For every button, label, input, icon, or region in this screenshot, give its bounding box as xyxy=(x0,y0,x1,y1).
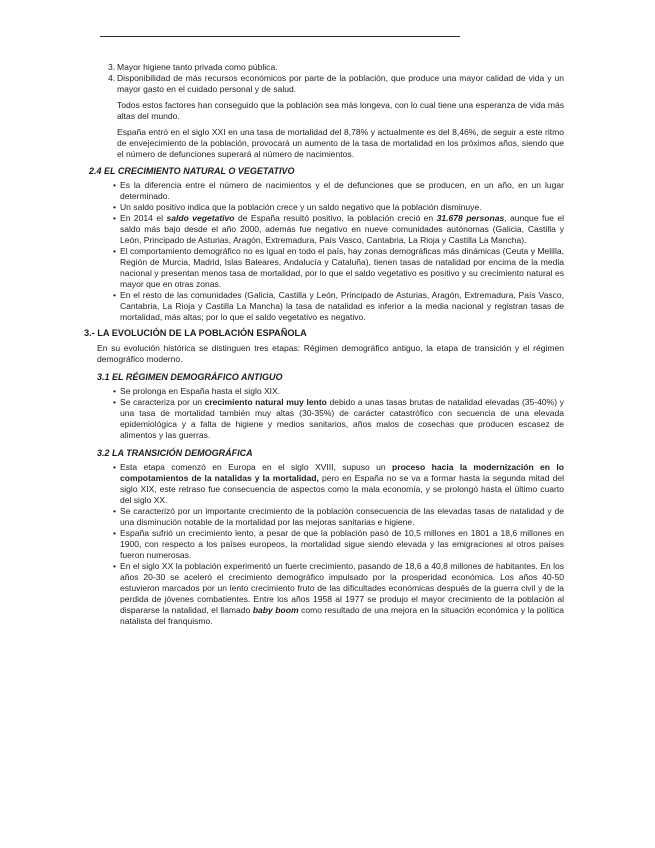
bullet-list-3-1 xyxy=(84,386,564,441)
text-run: debido a unas tasas brutas de natalidad elevadas (35-40%) y una tasa de mortalidad también muy altas (30-35%) de carácter catastrófico con secuencia de una elevada epidemiológica y a falta de higiene y medios sanitarios, años malos de cosechas que producen escasez de alimentos y las guerras. xyxy=(120,397,564,440)
bold-term: baby boom xyxy=(252,605,299,615)
paragraph-evolution: En su evolución histórica se distinguen tres etapas: Régimen demográfico antiguo, la etapa de transición y el régimen demográfico moderno. xyxy=(97,343,564,364)
list-item: • Es la diferencia entre el número de nacimientos y el de defunciones que se producen, en un año, en un lugar determinado. xyxy=(120,180,564,202)
document-body xyxy=(84,62,564,627)
paragraph-mortality: España entró en el siglo XXI en una tasa de mortalidad del 8,78% y actualmente es del 8,46%, de seguir a este ritmo de envejecimiento de la población, provocará un aumento de la tasa de mortalidad en los próximos años, siendo que el número de defunciones superará al número de nacimientos. xyxy=(117,127,564,159)
list-item xyxy=(120,213,564,246)
item-text: Mayor higiene tanto privada como pública. xyxy=(117,62,278,72)
text-run: En el siglo XX la población experimentó un fuerte crecimiento, pasando de 18,6 a 40,8 millones de habitantes. En los años 20-30 se aceleró el crecimiento demográfico impulsado por la prosperidad económica. Los años 40-50 estuvieron marcados por un lento crecimiento fruto de las dificultades económicas después de la guerra civil y de la perdida de jóvenes combatientes. Entre los años 1958 al 1977 se produjo el mayor crecimiento de la población al dispararse la natalidad, el llamado xyxy=(120,561,564,615)
section-heading-3-1: 3.1 EL RÉGIMEN DEMOGRÁFICO ANTIGUO xyxy=(97,372,283,382)
list-item: • Se caracterizó por un importante crecimiento de la población consecuencia de las elevadas tasas de natalidad y de una disminución notable de la mortalidad por las mejoras sanitarias e higiene. xyxy=(120,506,564,528)
text-run: , aunque fue el saldo más bajo desde el año 2000, además fue negativo en nueve comunidades autónomas (Galicia, Castilla y León, Principado de Asturias, Aragón, Extremadura, País Vasco, Cantabria, La Rioja y Castilla La Mancha). xyxy=(120,213,564,245)
item-text: Disponibilidad de más recursos económicos por parte de la población, que produce una mayor calidad de vida y un mayor gasto en el cuidado personal y de salud. xyxy=(117,73,564,94)
bold-term: crecimiento natural muy lento xyxy=(204,397,327,407)
text-run: Se caracteriza por un xyxy=(120,397,205,407)
list-item xyxy=(120,561,564,627)
section-heading-3-2: 3.2 LA TRANSICIÓN DEMOGRÁFICA xyxy=(97,448,253,458)
list-item xyxy=(120,397,564,441)
bullet-list-2-4 xyxy=(84,180,564,323)
text-run: de España resultó positivo, la población creció en xyxy=(234,213,437,223)
numbered-list xyxy=(84,62,564,95)
list-item: • En el resto de las comunidades (Galicia, Castilla y León, Principado de Asturias, Aragón, Extremadura, País Vasco, Cantabria, La Rioja y Castilla La Mancha) la tasa de natalidad es inferior a la media nacional y registran tasas de mortalidad, más altas; por lo que el saldo vegetativo es negativo. xyxy=(120,290,564,323)
bold-term: saldo vegetativo xyxy=(166,213,235,223)
text-run: como resultado de una mejora en la situación económica y la política natalista del franquismo. xyxy=(120,605,564,626)
list-item xyxy=(108,73,564,95)
section-heading-2-4: 2.4 EL CRECIMIENTO NATURAL O VEGETATIVO xyxy=(89,166,295,176)
text-run: pero en España no se va a formar hasta la segunda mitad del siglo XIX, este retraso fue consecuencia de aspectos como la mala economía, y se prolongó hasta el último cuarto del siglo XX. xyxy=(120,473,564,505)
bold-term: 31.678 personas xyxy=(436,213,505,223)
section-heading-3: 3.- LA EVOLUCIÓN DE LA POBLACIÓN ESPAÑOLA xyxy=(84,328,307,338)
list-item: • Un saldo positivo indica que la población crece y un saldo negativo que la población disminuye. xyxy=(120,202,564,213)
paragraph-factors: Todos estos factores han conseguido que la población sea más longeva, con lo cual tiene una esperanza de vida más altas del mundo. xyxy=(117,100,564,121)
bold-term: proceso hacia la modernización en lo compotamientos de la natalidas y la mortalidad, xyxy=(120,462,564,483)
list-item: • España sufrió un crecimiento lento, a pesar de que la población pasó de 10,5 millones en 1801 a 18,6 millones en 1900, con respecto a los países europeos, la mortalidad sigue siendo elevada y las emigraciones al otros países fueron numerosas. xyxy=(120,528,564,561)
item-number: 4. xyxy=(108,73,116,83)
item-number: 3. xyxy=(108,62,116,72)
list-item xyxy=(120,462,564,506)
text-run: En 2014 el xyxy=(120,213,167,223)
list-item xyxy=(108,62,564,73)
bullet-list-3-2 xyxy=(84,462,564,627)
list-item: • El comportamiento demográfico no es igual en todo el país, hay zonas demográficas más dinámicas (Ceuta y Melilla, Región de Murcia, Madrid, Islas Baleares, Andalucía y Cataluña), tienen tasas de natalidad por encima de la media nacional y presentan menos tasa de mortalidad, por lo que el saldo vegetativo es positivo y su crecimiento natural es mayor que en otras zonas. xyxy=(120,246,564,290)
list-item: • Se prolonga en España hasta el siglo XIX. xyxy=(120,386,564,397)
header-rule xyxy=(100,36,460,37)
text-run: Esta etapa comenzó en Europa en el siglo XVIII, supuso un xyxy=(120,462,393,472)
